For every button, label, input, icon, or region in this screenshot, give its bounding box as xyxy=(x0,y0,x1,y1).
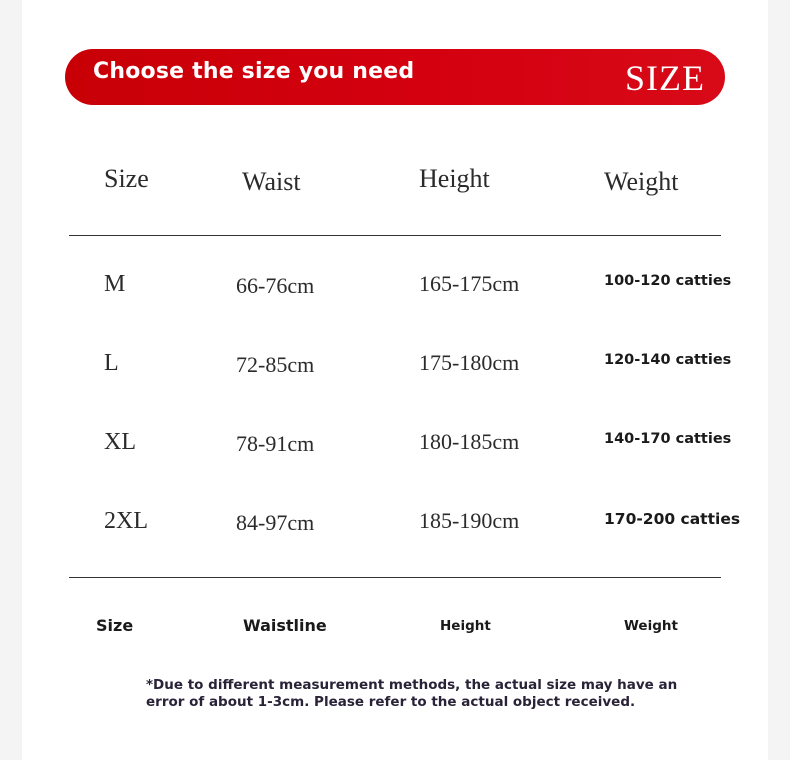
footer-divider xyxy=(69,577,721,578)
row-m-weight: 100-120 catties xyxy=(604,273,732,289)
footer-height: Height xyxy=(440,618,491,634)
row-xl-weight: 140-170 catties xyxy=(604,431,732,447)
row-2xl-height: 185-190cm xyxy=(419,508,520,533)
banner-title: Choose the size you need xyxy=(93,59,415,84)
row-l-weight: 120-140 catties xyxy=(604,352,732,368)
row-xl-size: XL xyxy=(104,429,136,455)
row-2xl-weight: 170-200 catties xyxy=(604,510,741,528)
row-m-height: 165-175cm xyxy=(419,271,520,296)
row-xl-waist: 78-91cm xyxy=(236,431,315,456)
header-divider xyxy=(69,235,721,236)
footer-waistline: Waistline xyxy=(243,616,327,635)
header-weight: Weight xyxy=(604,167,679,196)
row-l-waist: 72-85cm xyxy=(236,352,315,377)
row-2xl-waist: 84-97cm xyxy=(236,510,315,535)
row-l-height: 175-180cm xyxy=(419,350,520,375)
footer-weight: Weight xyxy=(624,618,678,634)
header-height: Height xyxy=(419,164,490,193)
banner-badge: SIZE xyxy=(625,58,705,98)
header-size: Size xyxy=(104,164,149,193)
row-m-waist: 66-76cm xyxy=(236,273,315,298)
row-xl-height: 180-185cm xyxy=(419,429,520,454)
row-2xl-size: 2XL xyxy=(104,508,148,534)
size-chart-card xyxy=(22,0,768,760)
measurement-note: *Due to different measurement methods, the actual size may have an error of about 1-3cm. Please refer to the actual object received. xyxy=(146,677,678,710)
header-waist: Waist xyxy=(242,167,301,196)
size-banner xyxy=(65,49,725,105)
footer-size: Size xyxy=(96,616,134,635)
row-l-size: L xyxy=(104,350,119,376)
row-m-size: M xyxy=(104,271,126,297)
